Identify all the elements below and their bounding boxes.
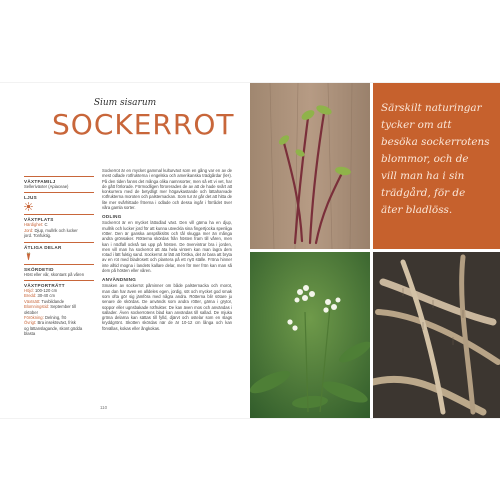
body-text	[102, 168, 232, 333]
quote-line: äter bladlöss.	[381, 204, 453, 216]
fact-value: jord. Tonfuktig.	[24, 233, 52, 239]
page-title: SOCKERROT	[52, 108, 235, 141]
fact-heading-portrait: VÄXTPORTRÄTT	[24, 280, 94, 288]
fact-key: Bredd:	[24, 293, 37, 299]
fact-value: Tuvbildande	[40, 298, 65, 304]
plant-sprout-icon	[250, 83, 370, 249]
fact-heading-harvest: SKÖRDETID	[24, 264, 94, 272]
flower-photo	[250, 252, 370, 418]
quote-line: besöka sockerrotens	[381, 136, 490, 148]
fact-family-value: Selleriväxter (Apiaceae)	[24, 184, 69, 189]
cultivation-paragraph: Sockerrot är en mycket lättodlad växt. Den vill gärna ha en djup, mullrik och lucker jord för att kunna utveckla sina fingertjocka spenliga rötter. Den är ganska anspråkslös och tål skugga mer än många andra grönsaker. Rötterna skördas från hösten fram till våren, men kan i nödfall också tas upp på hösten. De övervintrar bra i jorden, men vill man ha sockerrot att äta hela vintern kan man lagra dem rotad i lätt fuktig sand. Sockerrot är lätt att föröka, det är bara att bryta av en rot med bladrosett och plantera på ett nytt ställe. Fröna hinner inte alltid mogna i landets kallare delar, men för mer frön kan man så dem på hösten eller våren.	[102, 220, 232, 274]
fact-key: Blomningstid:	[24, 304, 50, 310]
fact-harvest-value: Höst eller vår, skontant på våren	[24, 271, 85, 277]
page-number: 110	[100, 405, 108, 410]
fact-value: Bra insektsväxt, frisk	[36, 320, 76, 326]
fact-heading-edible: ÄTLIGA DELAR	[24, 242, 94, 250]
use-paragraph: Smaken av sockerrot påminner om både palsternacka och morot, man dan har även en alldeles egen, jordig, söt och mycket god smak som ofta gör sig jämföra med några andra. Rötterna blir sötare ju senare de skördas. De används som andra rötter, gärna i grytor, soppor eller ugnsbakade rotfrukter. De kan även mos och användas i sallader. Även sockerrotens blad kan användas till sallad. De mjuka gröna delarna kan sättas till fylld, djärvt och ostelar som en slags kryddgrönt. Skotten skördas när de är 10-12 cm långa och kan förvällas, kokas eller ångkokas.	[102, 283, 232, 331]
quote-line: Särskilt naturingar	[381, 102, 482, 114]
fact-key: Härdighet:	[24, 222, 44, 228]
section-heading-use: ANVÄNDNING	[102, 277, 137, 283]
fact-heading-light: LJUS	[24, 192, 94, 200]
roots-photo	[373, 252, 500, 418]
fact-value: Delning, frö	[43, 315, 67, 321]
fact-site-soil-cont	[24, 233, 94, 238]
quote-line: blommor, och de	[381, 153, 469, 165]
pull-quote-box	[373, 83, 500, 249]
quote-line: trädgård, för de	[381, 187, 466, 199]
fact-other-cont2	[24, 331, 94, 336]
fact-value: oktober	[24, 309, 38, 315]
book-spread	[0, 83, 500, 418]
right-page	[250, 83, 500, 418]
fact-value: Djup, mullrik och lucker	[33, 227, 78, 233]
pull-quote	[381, 100, 493, 219]
fact-key: Jord:	[24, 227, 34, 233]
quote-line: tycker om att	[381, 119, 452, 131]
root-icon	[24, 252, 33, 261]
sun-icon	[24, 202, 33, 211]
fact-sidebar	[24, 173, 94, 337]
quote-line: vill man ha i sin	[381, 170, 465, 182]
intro-paragraph: Sockerrot är en mycket gammal kulturväxt som en gång var en av de mest odlade rotfrukterna i engelska och amerikanska trädgårdar (kH). På den tiden fanns det många olika namnsorter, men så ett vi vet, har de gått förlorade. Förmodligen förorerades de av att de hade svårt att konkurrera med de betydligt mer högavkastande och lättaharvade rotfrukterna moroten och palsternackan. Som tur är går det att hitta de lite mer svårhittade fröerna i odlade och dessa ingår i förrådet över våra gamla sorter.	[102, 168, 232, 211]
fact-key: Övrigt:	[24, 320, 37, 326]
latin-name: Sium sisarum	[93, 98, 157, 108]
fact-value: og lättanslagande, skont gödda	[24, 325, 83, 331]
fact-key: Förökning:	[24, 315, 44, 321]
fact-value: blasta	[24, 331, 36, 337]
fact-value: C	[43, 222, 48, 228]
section-heading-cultivation: ODLING	[102, 214, 122, 220]
fact-key: Höjd:	[24, 288, 34, 294]
fact-key: Växtsätt:	[24, 298, 41, 304]
left-page	[0, 83, 250, 418]
fact-heading-family: VÄXTFAMILJ	[24, 176, 94, 184]
fact-heading-site: VÄXTPLATS	[24, 214, 94, 222]
fact-value: 30-40 cm	[36, 293, 55, 299]
harvested-roots-icon	[373, 252, 500, 418]
fact-value: September till	[49, 304, 76, 310]
sprout-photo	[250, 83, 370, 249]
white-umbel-flowers-icon	[250, 252, 370, 418]
fact-value: 100-120 cm	[33, 288, 58, 294]
